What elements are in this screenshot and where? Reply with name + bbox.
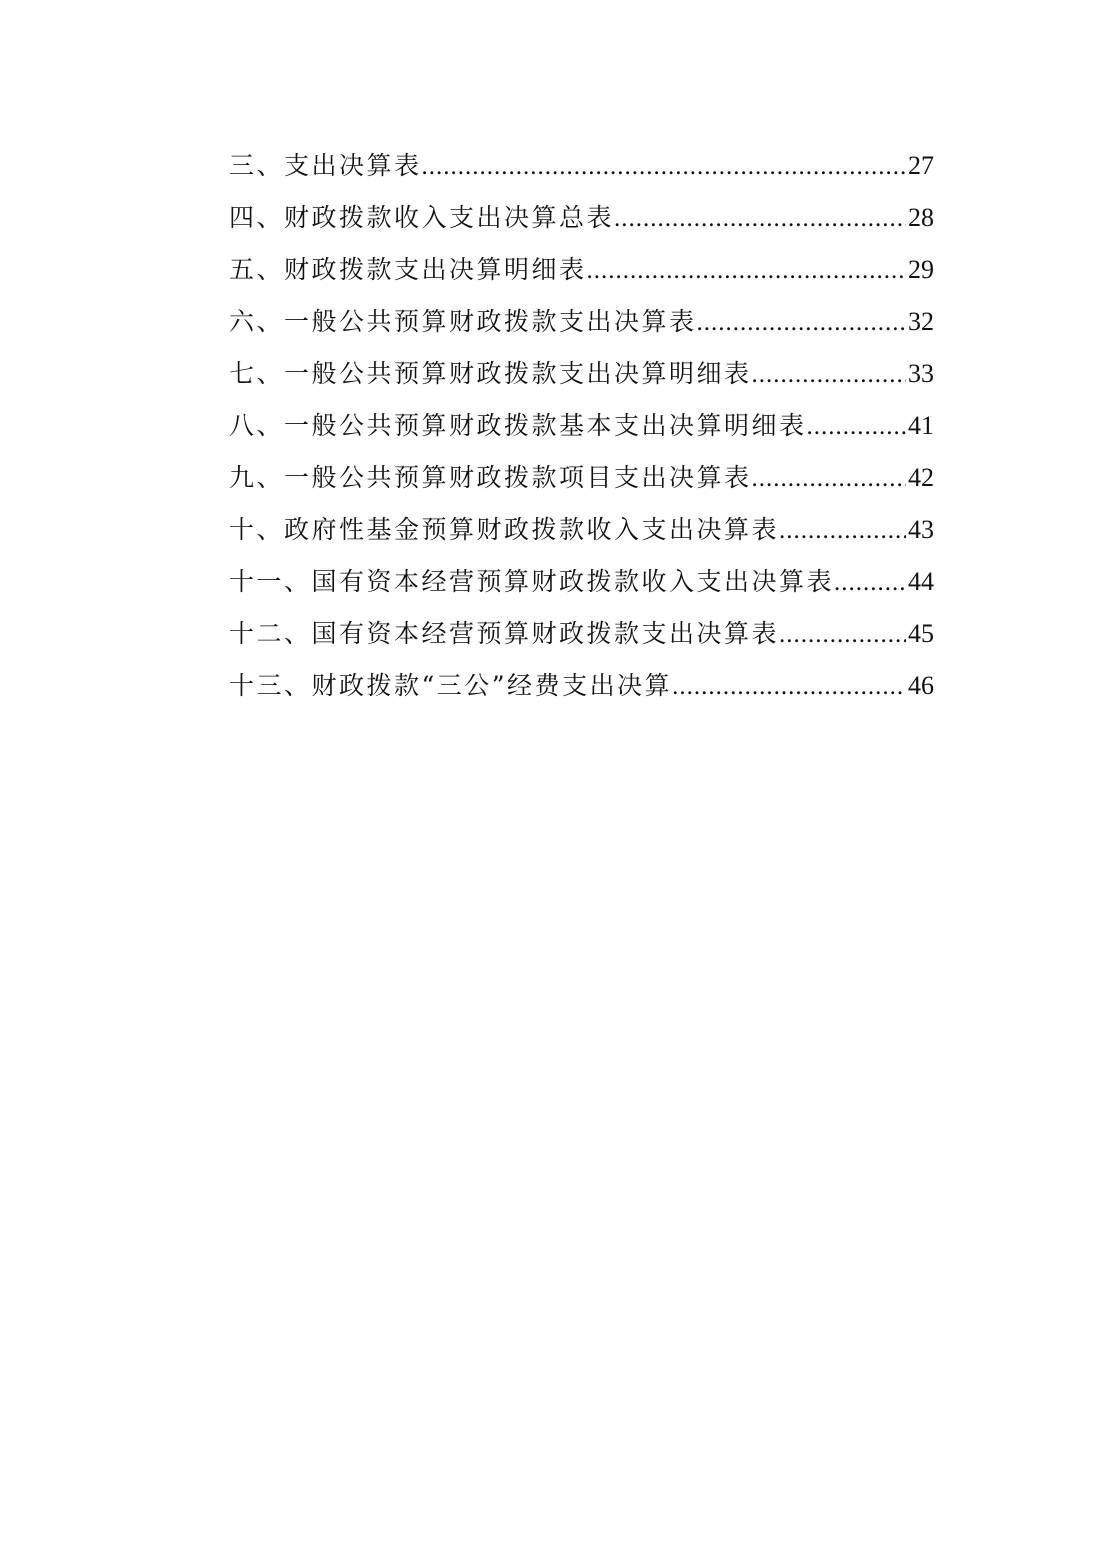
dot-leader bbox=[752, 349, 906, 401]
toc-entry[interactable] bbox=[229, 452, 934, 504]
toc-entry-page: 43 bbox=[908, 515, 934, 544]
toc-entry-title: 三、支出决算表 bbox=[229, 151, 422, 180]
toc-entry[interactable] bbox=[229, 192, 934, 244]
toc-entry-title: 五、财政拨款支出决算明细表 bbox=[229, 255, 587, 284]
dot-leader bbox=[807, 401, 906, 453]
toc-entry-page: 27 bbox=[908, 151, 934, 180]
dot-leader bbox=[779, 505, 906, 557]
table-of-contents bbox=[229, 140, 934, 712]
toc-entry-page: 44 bbox=[908, 567, 934, 596]
toc-entry-title: 十一、国有资本经营预算财政拨款收入支出决算表 bbox=[229, 567, 835, 596]
dot-leader bbox=[614, 193, 906, 245]
dot-leader bbox=[587, 245, 906, 297]
toc-entry-title: 七、一般公共预算财政拨款支出决算明细表 bbox=[229, 359, 752, 388]
toc-entry-title: 十二、国有资本经营预算财政拨款支出决算表 bbox=[229, 619, 780, 648]
toc-entry-page: 46 bbox=[908, 671, 934, 700]
dot-leader bbox=[752, 453, 906, 505]
toc-entry-page: 41 bbox=[908, 411, 934, 440]
toc-entry-title: 六、一般公共预算财政拨款支出决算表 bbox=[229, 307, 697, 336]
toc-entry[interactable] bbox=[229, 504, 934, 556]
toc-entry[interactable] bbox=[229, 556, 934, 608]
toc-entry[interactable] bbox=[229, 244, 934, 296]
toc-entry-title: 四、财政拨款收入支出决算总表 bbox=[229, 203, 615, 232]
toc-entry[interactable] bbox=[229, 660, 934, 712]
toc-entry[interactable] bbox=[229, 348, 934, 400]
dot-leader bbox=[834, 557, 906, 609]
toc-entry[interactable] bbox=[229, 400, 934, 452]
toc-entry-title: 十三、财政拨款“三公”经费支出决算 bbox=[229, 671, 673, 700]
toc-entry[interactable] bbox=[229, 140, 934, 192]
toc-entry-page: 42 bbox=[908, 463, 934, 492]
toc-entry[interactable] bbox=[229, 296, 934, 348]
toc-entry-title: 十、政府性基金预算财政拨款收入支出决算表 bbox=[229, 515, 780, 544]
dot-leader bbox=[672, 661, 906, 713]
toc-entry-page: 29 bbox=[908, 255, 934, 284]
dot-leader bbox=[779, 609, 906, 661]
toc-entry-page: 45 bbox=[908, 619, 934, 648]
toc-entry-page: 28 bbox=[908, 203, 934, 232]
dot-leader bbox=[697, 297, 906, 349]
toc-entry-title: 八、一般公共预算财政拨款基本支出决算明细表 bbox=[229, 411, 807, 440]
dot-leader bbox=[422, 141, 906, 193]
toc-entry-title: 九、一般公共预算财政拨款项目支出决算表 bbox=[229, 463, 752, 492]
toc-entry-page: 32 bbox=[908, 307, 934, 336]
toc-entry-page: 33 bbox=[908, 359, 934, 388]
toc-entry[interactable] bbox=[229, 608, 934, 660]
